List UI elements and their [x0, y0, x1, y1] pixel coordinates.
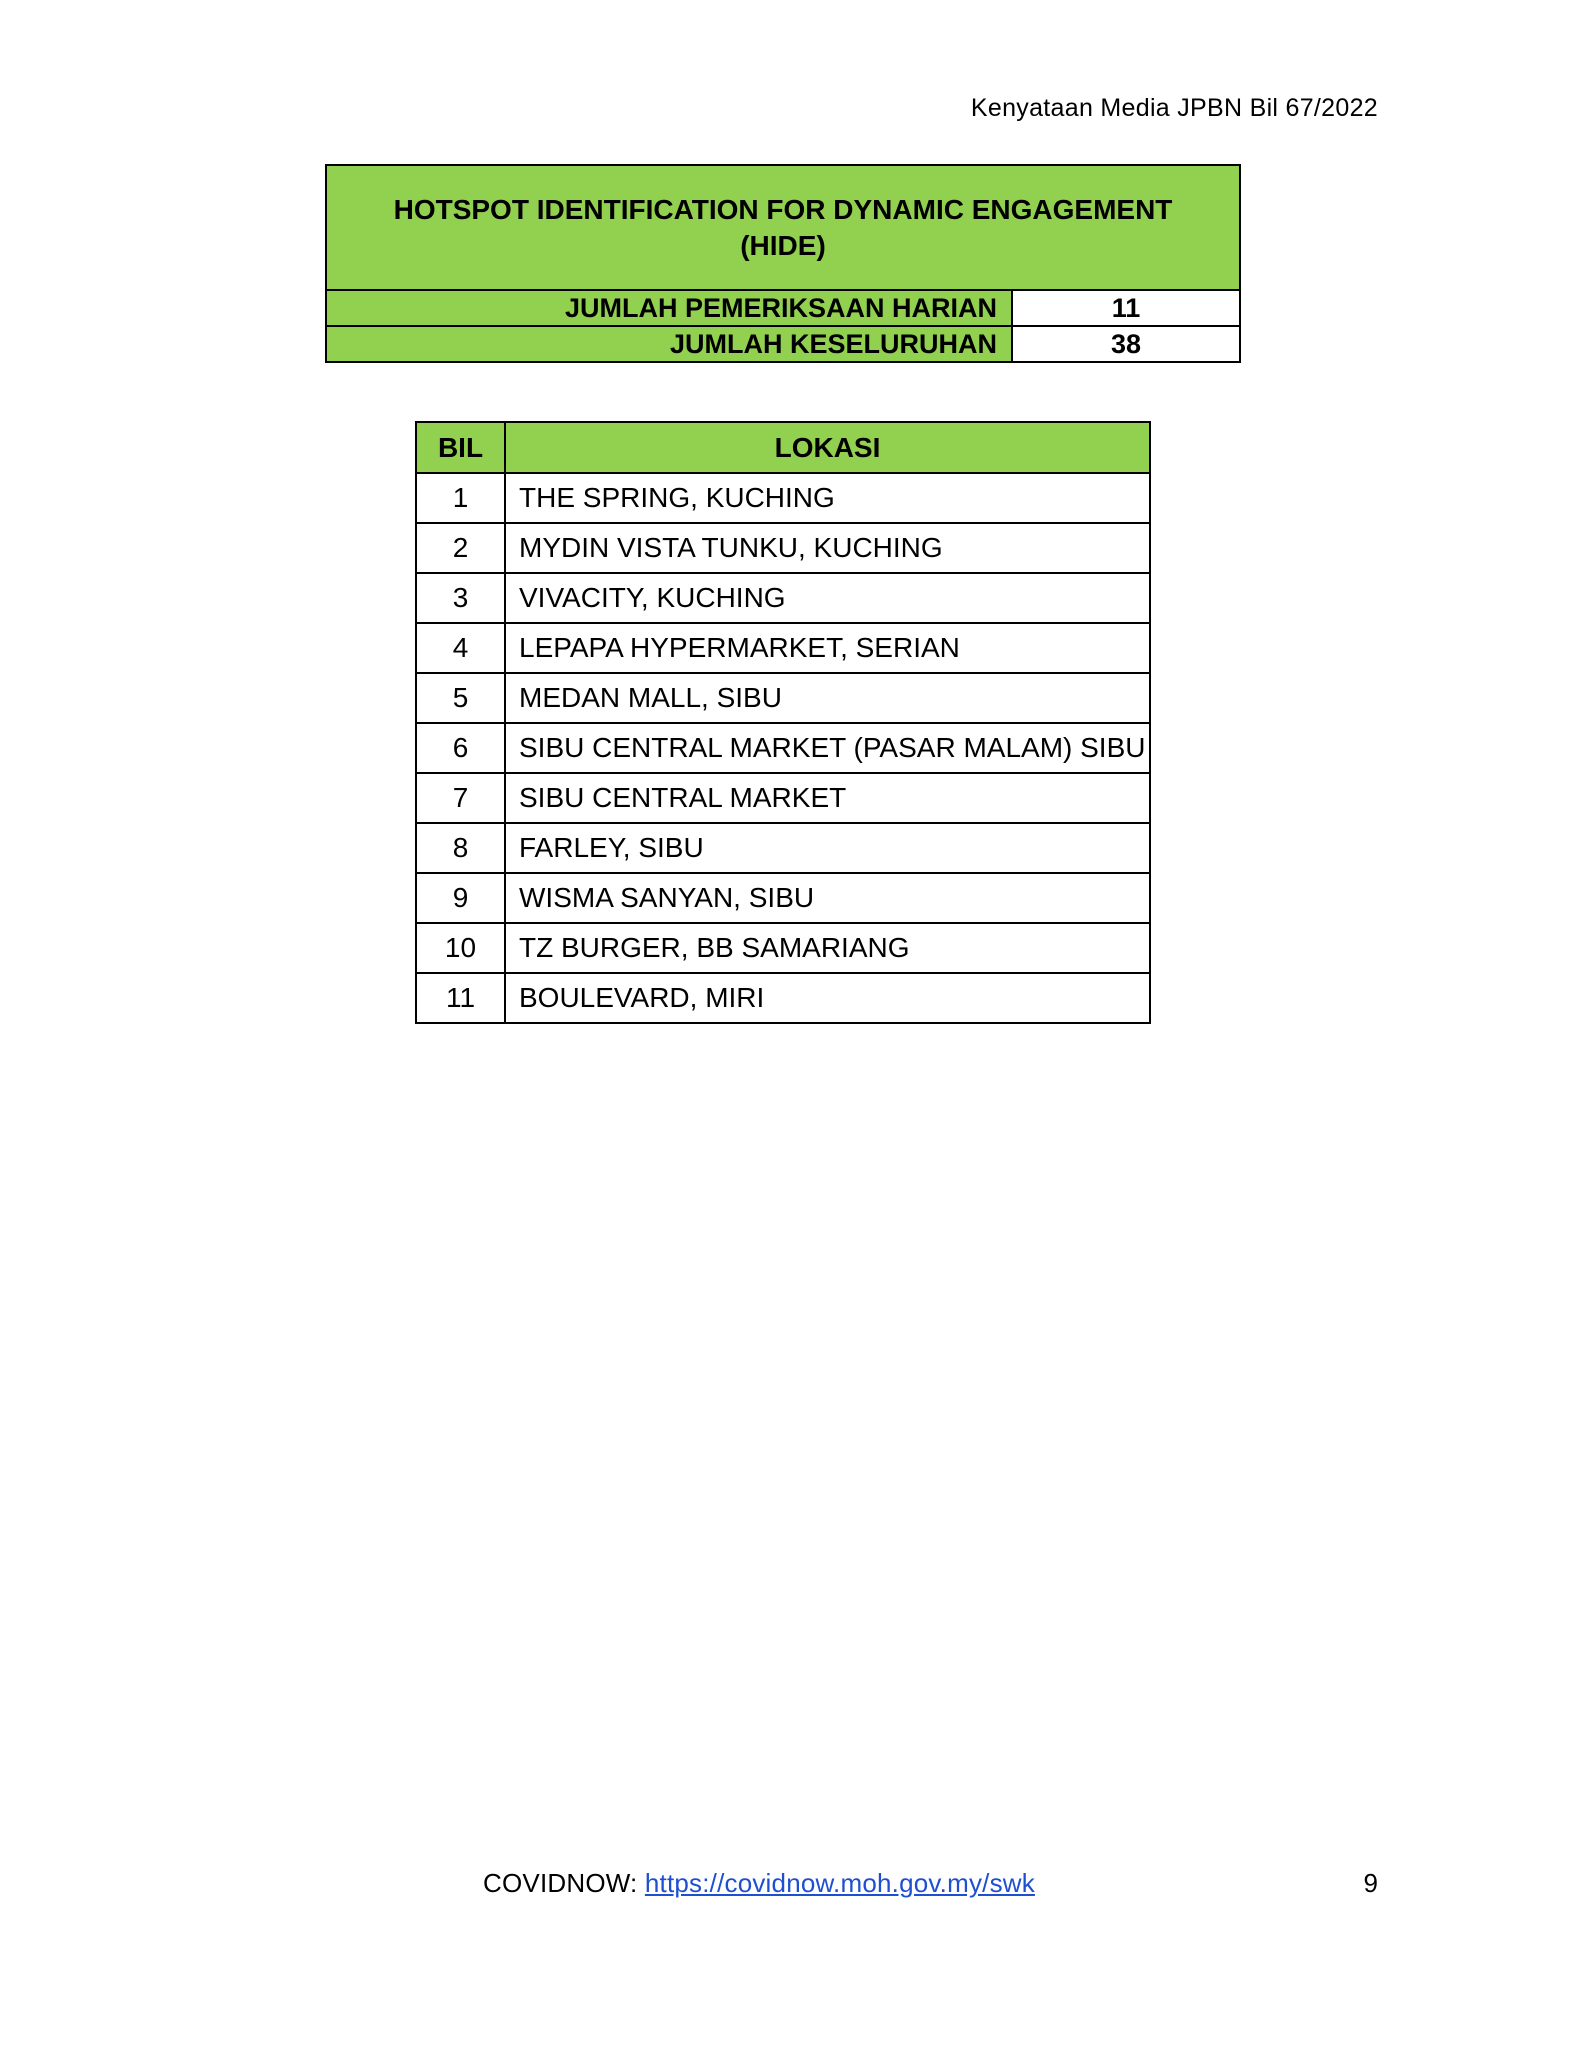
row-lokasi: SIBU CENTRAL MARKET (PASAR MALAM) SIBU: [505, 723, 1150, 773]
summary-label-total: JUMLAH KESELURUHAN: [327, 327, 1013, 361]
column-header-bil: BIL: [416, 422, 505, 473]
summary-title-line1: HOTSPOT IDENTIFICATION FOR DYNAMIC ENGAGEMENT: [393, 193, 1173, 225]
footer: [483, 1868, 1035, 1899]
table-row: [416, 623, 1150, 673]
table-row: [416, 773, 1150, 823]
summary-row-daily: [327, 291, 1239, 325]
row-bil: 8: [416, 823, 505, 873]
summary-label-daily: JUMLAH PEMERIKSAAN HARIAN: [327, 291, 1013, 325]
hide-summary-table: [325, 164, 1241, 363]
table-row: [416, 523, 1150, 573]
row-lokasi: WISMA SANYAN, SIBU: [505, 873, 1150, 923]
covidnow-link[interactable]: https://covidnow.moh.gov.my/swk: [644, 1868, 1035, 1898]
row-bil: 1: [416, 473, 505, 523]
row-lokasi: VIVACITY, KUCHING: [505, 573, 1150, 623]
table-row: [416, 573, 1150, 623]
table-row: [416, 973, 1150, 1023]
summary-title-line2: (HIDE): [740, 229, 826, 261]
row-bil: 5: [416, 673, 505, 723]
row-bil: 9: [416, 873, 505, 923]
document-reference: Kenyataan Media JPBN Bil 67/2022: [970, 94, 1378, 122]
table-row: [416, 673, 1150, 723]
column-header-lokasi: LOKASI: [505, 422, 1150, 473]
table-row: [416, 923, 1150, 973]
row-lokasi: TZ BURGER, BB SAMARIANG: [505, 923, 1150, 973]
row-lokasi: FARLEY, SIBU: [505, 823, 1150, 873]
location-table: [415, 421, 1151, 1024]
footer-prefix: COVIDNOW:: [483, 1868, 645, 1898]
row-bil: 2: [416, 523, 505, 573]
row-bil: 11: [416, 973, 505, 1023]
row-bil: 3: [416, 573, 505, 623]
table-row: [416, 873, 1150, 923]
row-bil: 6: [416, 723, 505, 773]
row-lokasi: MEDAN MALL, SIBU: [505, 673, 1150, 723]
table-row: [416, 473, 1150, 523]
summary-row-total: [327, 325, 1239, 361]
page-number: 9: [1363, 1868, 1378, 1898]
location-table-header: [416, 422, 1150, 473]
table-row: [416, 723, 1150, 773]
summary-title: [327, 166, 1239, 291]
row-lokasi: LEPAPA HYPERMARKET, SERIAN: [505, 623, 1150, 673]
row-bil: 4: [416, 623, 505, 673]
summary-value-total: 38: [1013, 327, 1239, 361]
row-bil: 7: [416, 773, 505, 823]
row-lokasi: MYDIN VISTA TUNKU, KUCHING: [505, 523, 1150, 573]
row-lokasi: BOULEVARD, MIRI: [505, 973, 1150, 1023]
row-lokasi: SIBU CENTRAL MARKET: [505, 773, 1150, 823]
row-lokasi: THE SPRING, KUCHING: [505, 473, 1150, 523]
location-table-body: [416, 473, 1150, 1023]
table-row: [416, 823, 1150, 873]
summary-value-daily: 11: [1013, 291, 1239, 325]
row-bil: 10: [416, 923, 505, 973]
